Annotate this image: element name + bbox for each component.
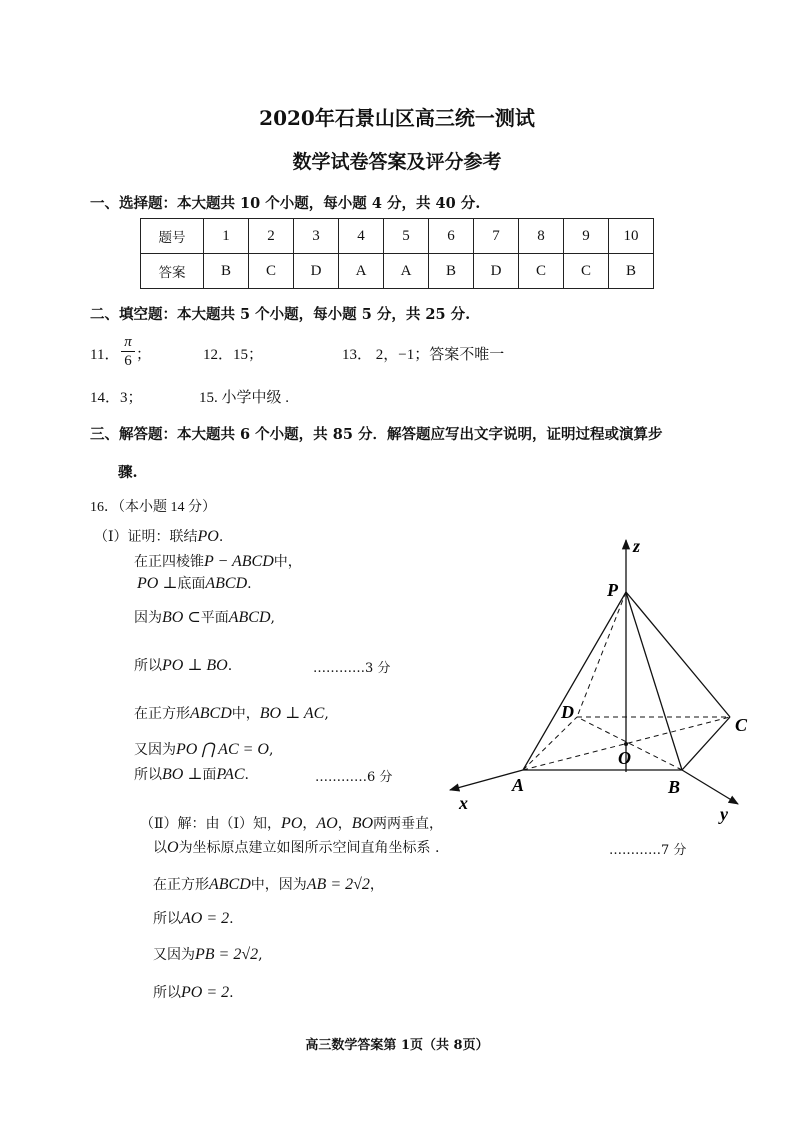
question-number: 4 (339, 219, 384, 254)
solution-line: （Ⅱ）解：由（Ⅰ）知，PO，AO，BO两两垂直， (140, 815, 444, 832)
q11-label: 11． (90, 347, 120, 363)
question-number: 3 (294, 219, 339, 254)
proof-line: PO ⊥底面ABCD. (137, 575, 252, 592)
q11-denominator: 6 (124, 353, 132, 369)
answer-table (140, 218, 654, 289)
answer-cell: C (519, 254, 564, 289)
q11-numerator: π (124, 334, 132, 350)
section-3-heading: 三、解答题：本大题共 6 个小题，共 85 分．解答题应写出文字说明，证明过程或演算步 (90, 426, 663, 443)
point-O (624, 742, 628, 746)
label-O: O (618, 748, 631, 768)
document-subtitle: 数学试卷答案及评分参考 (292, 151, 502, 173)
proof-line: 又因为PO ⋂ AC = O, (134, 741, 274, 758)
q12-answer: 12．15； (203, 347, 264, 363)
label-A: A (512, 775, 525, 795)
answer-cell: B (204, 254, 249, 289)
table-row (141, 254, 654, 289)
answer-cell: D (474, 254, 519, 289)
edge-PB (626, 592, 682, 770)
question-number: 1 (204, 219, 249, 254)
q16-title: 16．（本小题 14 分） (90, 500, 216, 515)
question-number: 9 (564, 219, 609, 254)
section-1-heading: 一、选择题：本大题共 10 个小题，每小题 4 分，共 40 分. (90, 195, 481, 212)
answer-cell: B (609, 254, 654, 289)
label-P: P (607, 580, 618, 600)
edge-AD (523, 717, 577, 770)
row-header-number: 题号 (141, 219, 204, 254)
proof-line: 在正方形ABCD中，BO ⊥ AC, (134, 705, 329, 722)
answer-cell: B (429, 254, 474, 289)
q14-answer: 14．3； (90, 390, 143, 406)
label-x: x (459, 793, 468, 813)
answer-cell: C (564, 254, 609, 289)
answer-cell: D (294, 254, 339, 289)
q15-answer: 15. 小学中级 . (199, 390, 290, 406)
answer-cell: A (339, 254, 384, 289)
label-C: C (735, 715, 748, 735)
page-footer: 高三数学答案第 1页（共 8页） (305, 1038, 489, 1053)
q11-separator: ； (136, 347, 152, 363)
label-y: y (720, 804, 728, 824)
score-mark: …………7 分 (609, 843, 687, 858)
label-B: B (668, 777, 681, 797)
proof-line: （Ⅰ）证明：联结PO. (94, 528, 224, 545)
section-3-heading-cont: 骤. (118, 464, 138, 481)
q13-answer: 13． 2，−1；答案不唯一 (342, 347, 505, 363)
table-row (141, 219, 654, 254)
edge-BC (682, 717, 730, 770)
solution-line: 以O为坐标原点建立如图所示空间直角坐标系 . (153, 839, 440, 856)
label-D: D (561, 702, 574, 722)
solution-line: 所以AO = 2. (153, 910, 234, 927)
solution-line: 在正方形ABCD中，因为AB = 2√2， (153, 876, 384, 893)
edge-PD (577, 592, 626, 717)
label-z: z (633, 536, 641, 556)
question-number: 5 (384, 219, 429, 254)
y-axis (682, 770, 738, 804)
score-mark: …………3 分 (313, 661, 391, 676)
solution-line: 又因为PB = 2√2, (153, 946, 263, 963)
row-header-answer: 答案 (141, 254, 204, 289)
section-2-heading: 二、填空题：本大题共 5 个小题，每小题 5 分，共 25 分. (90, 306, 471, 323)
question-number: 8 (519, 219, 564, 254)
proof-line: 所以BO ⊥面PAC. (134, 766, 249, 783)
q11-fraction (121, 334, 135, 369)
document-title: 2020年石景山区高三统一测试 (259, 106, 535, 130)
proof-line: 在正四棱锥P − ABCD中， (134, 553, 302, 570)
answer-cell: A (384, 254, 429, 289)
edge-PC (626, 592, 730, 717)
question-number: 10 (609, 219, 654, 254)
question-number: 6 (429, 219, 474, 254)
pyramid-figure (440, 530, 760, 830)
proof-line: 因为BO ⊂平面ABCD, (134, 609, 275, 626)
answer-cell: C (249, 254, 294, 289)
proof-line: 所以PO ⊥ BO. (134, 657, 233, 674)
question-number: 2 (249, 219, 294, 254)
solution-line: 所以PO = 2. (153, 984, 234, 1001)
fraction-bar (121, 351, 135, 352)
score-mark: …………6 分 (315, 770, 393, 785)
edge-PA (523, 592, 626, 770)
question-number: 7 (474, 219, 519, 254)
